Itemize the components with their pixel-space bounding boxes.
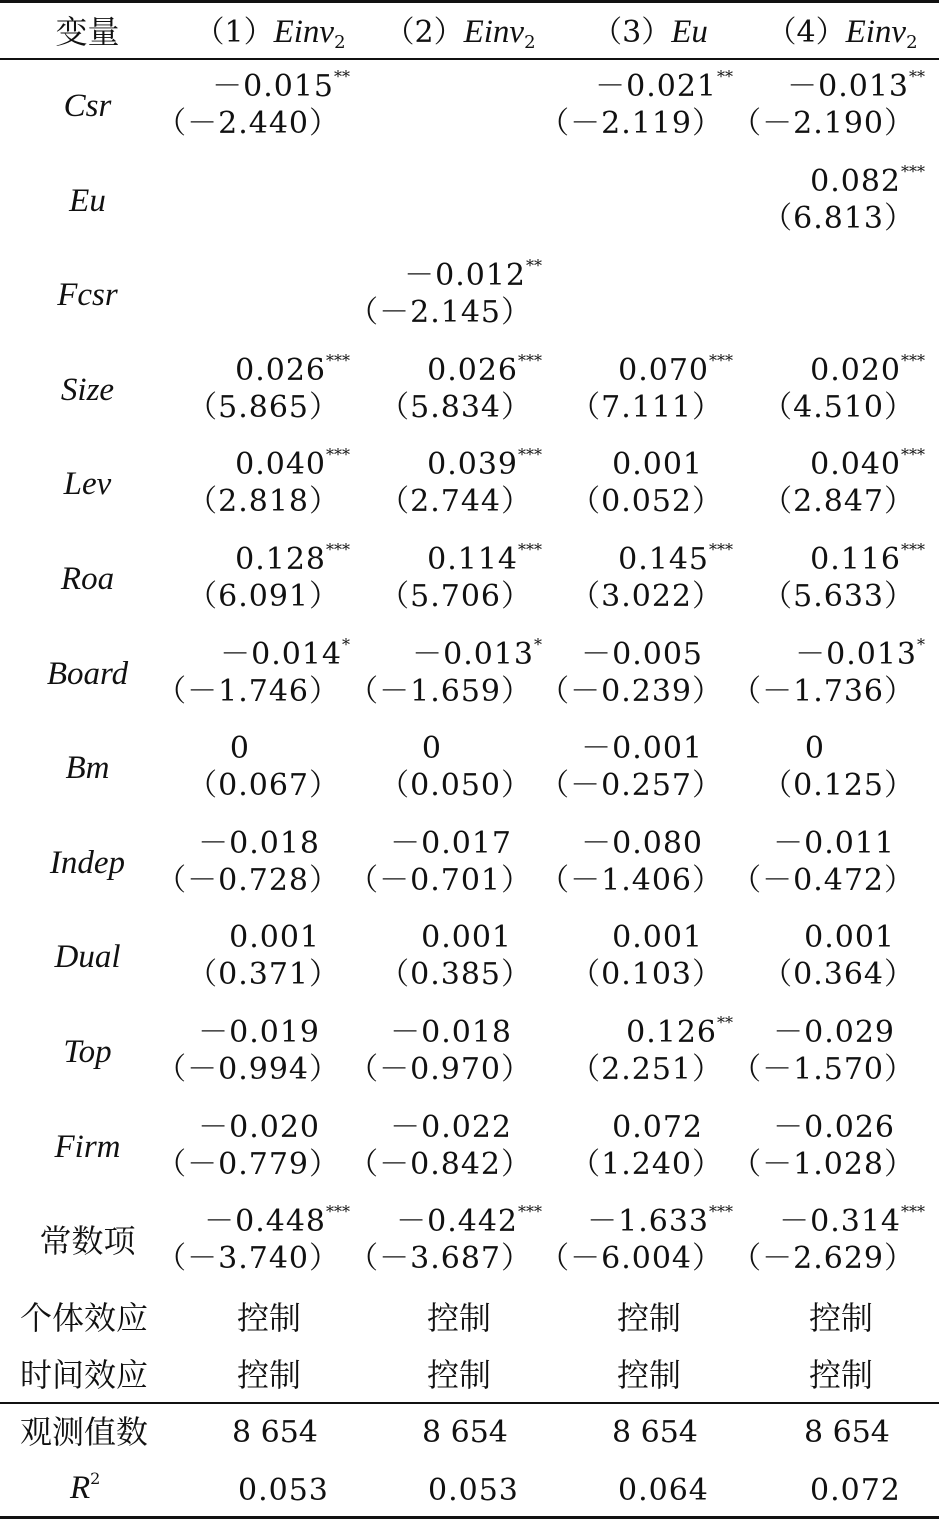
control-indicator: 控制 [427, 1356, 492, 1394]
coefficient-value [212, 67, 350, 104]
coefficient-number: －0.021 [595, 69, 717, 104]
significance-stars: *** [518, 1202, 542, 1222]
t-statistic-value: （－0.970） [348, 1052, 532, 1087]
coefficient-value [618, 350, 733, 388]
t-statistic-value: （5.633） [762, 579, 915, 614]
significance-stars: *** [709, 350, 733, 370]
t-statistic-value: （－3.687） [348, 1241, 532, 1277]
coefficient-number: －0.019 [198, 1015, 320, 1050]
t-statistic-value: （－1.028） [731, 1146, 915, 1182]
header-variable-label: 变量 [55, 13, 120, 51]
significance-stars: *** [709, 1202, 733, 1222]
row-variable-label: Size [60, 371, 115, 408]
coefficient-number: 0.072 [612, 1109, 703, 1145]
coefficient-value [612, 920, 703, 956]
t-statistic-value: （－2.190） [731, 106, 915, 141]
header-column-number: （1） [194, 15, 274, 50]
coefficient-value [412, 634, 542, 672]
coefficient-number: －0.314 [779, 1204, 901, 1240]
significance-stars: * [534, 634, 542, 654]
row-variable-label: Fcsr [57, 277, 118, 314]
significance-stars: *** [518, 350, 542, 370]
t-statistic-value: （－0.239） [539, 673, 723, 709]
header-column-3 [565, 16, 735, 49]
significance-stars: *** [709, 540, 733, 559]
coefficient-number: 0.070 [618, 352, 709, 388]
control-indicator: 控制 [809, 1299, 874, 1337]
coefficient-number: 0.001 [612, 920, 703, 956]
coefficient-number: 0 [229, 731, 250, 767]
top-rule [0, 0, 939, 3]
coefficient-value [795, 634, 925, 672]
coefficient-number: 0.082 [810, 163, 901, 199]
coefficient-value [595, 67, 733, 104]
coefficient-value [581, 825, 703, 861]
coefficient-number: －0.029 [773, 1015, 895, 1050]
coefficient-value [404, 256, 542, 294]
t-statistic-value: （－1.659） [348, 673, 532, 709]
row-variable-label: Csr [63, 88, 112, 124]
coefficient-number: －0.026 [773, 1109, 895, 1145]
coefficient-number: 0.040 [810, 447, 901, 483]
t-statistic-value: （0.364） [762, 957, 915, 993]
significance-stars: ** [717, 67, 733, 86]
significance-stars: *** [326, 1202, 350, 1222]
t-statistic-value: （－0.994） [156, 1052, 340, 1087]
coefficient-number: 0.001 [612, 447, 703, 483]
significance-stars: ** [526, 256, 542, 276]
significance-stars: *** [326, 445, 350, 465]
coefficient-number: －0.442 [396, 1204, 518, 1240]
t-statistic-value: （2.818） [187, 484, 340, 520]
observations-value: 8 654 [612, 1415, 698, 1450]
header-column-2 [375, 14, 545, 53]
significance-stars: *** [518, 540, 542, 559]
coefficient-value [421, 731, 442, 767]
row-variable-label: Top [63, 1034, 112, 1070]
coefficient-number: 0.126 [626, 1015, 717, 1050]
coefficient-value [810, 350, 925, 388]
observations-value: 8 654 [232, 1415, 318, 1450]
coefficient-value [612, 1109, 703, 1145]
coefficient-value [235, 350, 350, 388]
t-statistic-value: （6.091） [187, 579, 340, 614]
t-statistic-value: （－2.440） [156, 106, 340, 141]
header-column-number: （3） [592, 15, 672, 50]
bottom-rule [0, 1516, 939, 1519]
row-variable-label: 常数项 [39, 1222, 136, 1261]
coefficient-number: －0.018 [198, 825, 320, 861]
header-column-subscript: 2 [906, 32, 918, 53]
control-indicator: 控制 [809, 1356, 874, 1394]
t-statistic-value: （0.125） [762, 768, 915, 804]
coefficient-value [626, 1013, 733, 1050]
t-statistic-value: （4.510） [762, 389, 915, 425]
coefficient-number: 0.128 [235, 542, 326, 577]
significance-stars: * [917, 634, 925, 654]
t-statistic-value: （－6.004） [539, 1241, 723, 1277]
t-statistic-value: （－0.257） [539, 768, 723, 804]
row-variable-label: Indep [49, 844, 126, 881]
row-variable-label: Firm [54, 1128, 121, 1165]
t-statistic-value: （－2.629） [731, 1241, 915, 1277]
coefficient-value [773, 1015, 895, 1050]
coefficient-value [787, 67, 925, 104]
row-variable-label: Eu [69, 182, 106, 219]
coefficient-value [427, 445, 542, 483]
coefficient-number: 0.001 [229, 920, 320, 956]
coefficient-value [396, 1202, 542, 1240]
coefficient-value [612, 447, 703, 483]
significance-stars: *** [518, 445, 542, 465]
coefficient-value [204, 1202, 350, 1240]
coefficient-value [421, 920, 512, 956]
significance-stars: *** [901, 445, 925, 465]
coefficient-value [779, 1202, 925, 1240]
coefficient-number: 0 [421, 731, 442, 767]
coefficient-value [618, 540, 733, 577]
significance-stars: * [342, 634, 350, 654]
t-statistic-value: （－1.406） [539, 862, 723, 898]
r-squared-label [70, 1469, 101, 1506]
coefficient-number: －0.020 [198, 1109, 320, 1145]
r-squared-value: 0.072 [810, 1473, 901, 1508]
coefficient-number: 0.145 [618, 542, 709, 577]
coefficient-value [427, 540, 542, 577]
control-row-label: 时间效应 [20, 1356, 149, 1394]
coefficient-number: 0.026 [235, 352, 326, 388]
coefficient-number: －0.017 [390, 825, 512, 861]
coefficient-number: －0.014 [220, 636, 342, 672]
t-statistic-value: （－2.145） [348, 295, 532, 331]
significance-stars: *** [901, 540, 925, 559]
row-variable-label: Board [46, 655, 129, 692]
coefficient-number: 0.114 [427, 542, 518, 577]
coefficient-number: －0.013 [787, 69, 909, 104]
observations-value: 8 654 [804, 1415, 890, 1450]
coefficient-value [804, 920, 895, 956]
t-statistic-value: （1.240） [570, 1146, 723, 1182]
header-column-number: （4） [766, 15, 846, 50]
coefficient-number: －0.013 [795, 636, 917, 672]
coefficient-value [235, 540, 350, 577]
coefficient-number: －0.012 [404, 258, 526, 294]
t-statistic-value: （0.052） [570, 484, 723, 520]
significance-stars: ** [909, 67, 925, 86]
control-indicator: 控制 [237, 1299, 302, 1337]
coefficient-number: 0.039 [427, 447, 518, 483]
coefficient-number: －0.011 [773, 825, 895, 861]
control-row-label: 个体效应 [20, 1299, 149, 1337]
controls-rule [0, 1402, 939, 1404]
coefficient-number: 0.040 [235, 447, 326, 483]
coefficient-value [220, 634, 350, 672]
significance-stars: ** [334, 67, 350, 86]
coefficient-value [198, 1109, 320, 1145]
coefficient-number: 0 [804, 731, 825, 767]
coefficient-value [390, 1015, 512, 1050]
t-statistic-value: （－1.570） [731, 1052, 915, 1087]
header-column-name: Einv [273, 14, 335, 50]
coefficient-value [235, 445, 350, 483]
coefficient-value [427, 350, 542, 388]
t-statistic-value: （－3.740） [156, 1241, 340, 1277]
r-squared-symbol: R [70, 1470, 91, 1506]
coefficient-value [810, 161, 925, 199]
t-statistic-value: （5.706） [379, 579, 532, 614]
t-statistic-value: （0.385） [379, 957, 532, 993]
significance-stars: *** [901, 161, 925, 181]
header-column-name: Eu [671, 14, 708, 50]
header-column-subscript: 2 [334, 32, 346, 53]
r-squared-value: 0.053 [238, 1473, 329, 1508]
header-column-1 [185, 14, 355, 53]
t-statistic-value: （3.022） [570, 579, 723, 614]
t-statistic-value: （2.744） [379, 484, 532, 520]
t-statistic-value: （－0.779） [156, 1146, 340, 1182]
coefficient-value [810, 445, 925, 483]
header-column-number: （2） [384, 15, 464, 50]
t-statistic-value: （7.111） [570, 389, 723, 425]
observations-value: 8 654 [422, 1415, 508, 1450]
coefficient-number: 0.116 [810, 542, 901, 577]
t-statistic-value: （－1.746） [156, 673, 340, 709]
coefficient-number: －0.001 [581, 731, 703, 767]
t-statistic-value: （－2.119） [539, 106, 723, 141]
coefficient-number: 0.020 [810, 352, 901, 388]
coefficient-value [198, 825, 320, 861]
coefficient-number: 0.026 [427, 352, 518, 388]
r-squared-value: 0.053 [428, 1473, 519, 1508]
coefficient-value [581, 636, 703, 672]
header-column-4 [757, 14, 927, 53]
t-statistic-value: （－0.472） [731, 862, 915, 898]
coefficient-value [804, 731, 825, 767]
r-squared-superscript: 2 [90, 1469, 101, 1488]
coefficient-value [810, 540, 925, 577]
coefficient-number: －0.448 [204, 1204, 326, 1240]
row-variable-label: Lev [63, 466, 112, 503]
row-variable-label: Roa [60, 561, 115, 597]
header-column-subscript: 2 [524, 32, 536, 53]
coefficient-value [390, 825, 512, 861]
significance-stars: *** [901, 1202, 925, 1222]
header-column-name: Einv [463, 14, 525, 50]
t-statistic-value: （2.251） [570, 1052, 723, 1087]
coefficient-value [198, 1015, 320, 1050]
row-variable-label: Dual [54, 939, 121, 976]
significance-stars: *** [901, 350, 925, 370]
header-column-name: Einv [845, 14, 907, 50]
coefficient-number: －0.080 [581, 825, 703, 861]
row-variable-label: Bm [65, 750, 110, 787]
t-statistic-value: （0.371） [187, 957, 340, 993]
observations-label: 观测值数 [20, 1413, 149, 1451]
t-statistic-value: （5.834） [379, 389, 532, 425]
coefficient-value [773, 825, 895, 861]
coefficient-value [587, 1202, 733, 1240]
coefficient-number: －0.015 [212, 69, 334, 104]
header-rule [0, 58, 939, 60]
r-squared-value: 0.064 [618, 1473, 709, 1508]
control-indicator: 控制 [237, 1356, 302, 1394]
t-statistic-value: （6.813） [762, 200, 915, 236]
coefficient-number: －0.018 [390, 1015, 512, 1050]
coefficient-number: －0.005 [581, 636, 703, 672]
control-indicator: 控制 [617, 1299, 682, 1337]
control-indicator: 控制 [617, 1356, 682, 1394]
coefficient-number: 0.001 [421, 920, 512, 956]
coefficient-number: －0.013 [412, 636, 534, 672]
significance-stars: ** [717, 1013, 733, 1032]
coefficient-number: 0.001 [804, 920, 895, 956]
control-indicator: 控制 [427, 1299, 492, 1337]
t-statistic-value: （0.103） [570, 957, 723, 993]
t-statistic-value: （0.050） [379, 768, 532, 804]
t-statistic-value: （－0.728） [156, 862, 340, 898]
significance-stars: *** [326, 540, 350, 559]
coefficient-number: －0.022 [390, 1109, 512, 1145]
t-statistic-value: （－0.842） [348, 1146, 532, 1182]
t-statistic-value: （0.067） [187, 768, 340, 804]
coefficient-number: －1.633 [587, 1204, 709, 1240]
coefficient-value [581, 731, 703, 767]
coefficient-value [390, 1109, 512, 1145]
significance-stars: *** [326, 350, 350, 370]
t-statistic-value: （5.865） [187, 389, 340, 425]
coefficient-value [229, 920, 320, 956]
t-statistic-value: （2.847） [762, 484, 915, 520]
t-statistic-value: （－1.736） [731, 673, 915, 709]
t-statistic-value: （－0.701） [348, 862, 532, 898]
coefficient-value [773, 1109, 895, 1145]
coefficient-value [229, 731, 250, 767]
